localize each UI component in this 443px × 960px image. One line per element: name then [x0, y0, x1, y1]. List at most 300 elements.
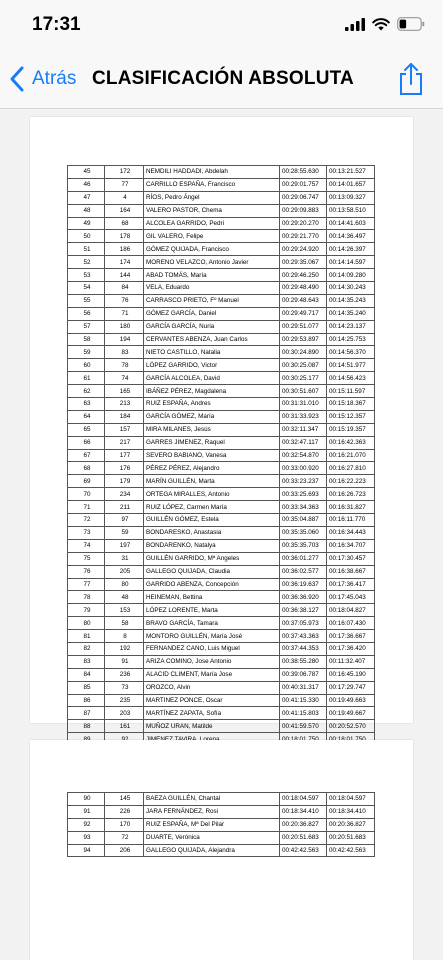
position-cell: 64 — [68, 410, 105, 423]
position-cell: 61 — [68, 372, 105, 385]
table-row — [68, 217, 375, 230]
table-row — [68, 178, 375, 191]
table-row — [68, 359, 375, 372]
bib-number-cell: 184 — [105, 410, 144, 423]
time-cell: 00:29:48.490 — [280, 282, 327, 295]
table-row — [68, 191, 375, 204]
runner-name-cell: BONDARENKO, Natalya — [144, 539, 280, 552]
time-cell: 00:33:23.237 — [280, 475, 327, 488]
split-time-cell: 00:17:29.747 — [327, 681, 375, 694]
runner-name-cell: GARCÍA ALCOLEA, David — [144, 372, 280, 385]
position-cell: 71 — [68, 501, 105, 514]
time-cell: 00:33:25.693 — [280, 488, 327, 501]
table-row — [68, 844, 375, 857]
position-cell: 65 — [68, 423, 105, 436]
runner-name-cell: MIRA MILANES, Jesús — [144, 423, 280, 436]
bib-number-cell: 58 — [105, 617, 144, 630]
split-time-cell: 00:14:56.423 — [327, 372, 375, 385]
bib-number-cell: 77 — [105, 178, 144, 191]
table-row — [68, 269, 375, 282]
table-row — [68, 793, 375, 806]
bib-number-cell: 4 — [105, 191, 144, 204]
position-cell: 63 — [68, 398, 105, 411]
position-cell: 60 — [68, 359, 105, 372]
split-time-cell: 00:19:49.663 — [327, 694, 375, 707]
split-time-cell: 00:18:04.597 — [327, 793, 375, 806]
table-row — [68, 475, 375, 488]
runner-name-cell: MARTÍNEZ ZAPATA, Sofía — [144, 707, 280, 720]
split-time-cell: 00:16:07.430 — [327, 617, 375, 630]
position-cell: 54 — [68, 282, 105, 295]
split-time-cell: 00:42:42.563 — [327, 844, 375, 857]
table-row — [68, 642, 375, 655]
share-icon[interactable] — [397, 62, 425, 96]
runner-name-cell: DUARTE, Verónica — [144, 831, 280, 844]
runner-name-cell: MONTORO GUILLÉN, María José — [144, 630, 280, 643]
table-row — [68, 204, 375, 217]
table-row — [68, 243, 375, 256]
table-row — [68, 294, 375, 307]
split-time-cell: 00:20:51.683 — [327, 831, 375, 844]
time-cell: 00:29:53.897 — [280, 333, 327, 346]
split-time-cell: 00:19:49.667 — [327, 707, 375, 720]
position-cell: 69 — [68, 475, 105, 488]
table-row — [68, 552, 375, 565]
bib-number-cell: 206 — [105, 844, 144, 857]
time-cell: 00:29:09.883 — [280, 204, 327, 217]
bib-number-cell: 234 — [105, 488, 144, 501]
position-cell: 56 — [68, 307, 105, 320]
position-cell: 62 — [68, 385, 105, 398]
bib-number-cell: 186 — [105, 243, 144, 256]
bib-number-cell: 157 — [105, 423, 144, 436]
bib-number-cell: 144 — [105, 269, 144, 282]
bib-number-cell: 8 — [105, 630, 144, 643]
runner-name-cell: VALERO PASTOR, Chema — [144, 204, 280, 217]
position-cell: 85 — [68, 681, 105, 694]
table-row — [68, 604, 375, 617]
table-row — [68, 398, 375, 411]
table-row — [68, 436, 375, 449]
runner-name-cell: MARÍN GUILLÉN, Marta — [144, 475, 280, 488]
bib-number-cell: 165 — [105, 385, 144, 398]
split-time-cell: 00:14:23.137 — [327, 320, 375, 333]
runner-name-cell: GARRIDO ABENZA, Concepción — [144, 578, 280, 591]
runner-name-cell: ALACID CLIMENT, María Jose — [144, 668, 280, 681]
position-cell: 82 — [68, 642, 105, 655]
runner-name-cell: ARIZA COMINO, Jose Antonio — [144, 655, 280, 668]
table-row — [68, 681, 375, 694]
split-time-cell: 00:14:26.397 — [327, 243, 375, 256]
split-time-cell: 00:14:51.977 — [327, 359, 375, 372]
split-time-cell: 00:14:35.240 — [327, 307, 375, 320]
time-cell: 00:33:34.363 — [280, 501, 327, 514]
navigation-bar — [0, 52, 443, 109]
time-cell: 00:37:43.363 — [280, 630, 327, 643]
document-page-2 — [30, 740, 413, 960]
table-row — [68, 526, 375, 539]
runner-name-cell: MUÑOZ URAN, Matilde — [144, 720, 280, 733]
time-cell: 00:36:19.637 — [280, 578, 327, 591]
time-cell: 00:30:25.087 — [280, 359, 327, 372]
time-cell: 00:29:24.920 — [280, 243, 327, 256]
battery-icon — [397, 17, 425, 31]
position-cell: 92 — [68, 818, 105, 831]
table-row — [68, 410, 375, 423]
runner-name-cell: RUIZ ESPAÑA, Andres — [144, 398, 280, 411]
back-button[interactable] — [8, 64, 76, 94]
table-row — [68, 818, 375, 831]
time-cell: 00:35:35.703 — [280, 539, 327, 552]
split-time-cell: 00:16:31.827 — [327, 501, 375, 514]
runner-name-cell: ORTEGA MIRALLES, Antonio — [144, 488, 280, 501]
position-cell: 45 — [68, 166, 105, 179]
table-row — [68, 668, 375, 681]
time-cell: 00:29:51.077 — [280, 320, 327, 333]
time-cell: 00:18:04.597 — [280, 793, 327, 806]
position-cell: 94 — [68, 844, 105, 857]
bib-number-cell: 153 — [105, 604, 144, 617]
split-time-cell: 00:16:26.723 — [327, 488, 375, 501]
runner-name-cell: RÍOS, Pedro Ángel — [144, 191, 280, 204]
bib-number-cell: 236 — [105, 668, 144, 681]
position-cell: 57 — [68, 320, 105, 333]
time-cell: 00:31:31.010 — [280, 398, 327, 411]
position-cell: 91 — [68, 805, 105, 818]
runner-name-cell: PÉREZ PÉREZ, Alejandro — [144, 462, 280, 475]
table-row — [68, 578, 375, 591]
time-cell: 00:32:54.870 — [280, 449, 327, 462]
bib-number-cell: 235 — [105, 694, 144, 707]
position-cell: 67 — [68, 449, 105, 462]
split-time-cell: 00:14:41.603 — [327, 217, 375, 230]
position-cell: 77 — [68, 578, 105, 591]
table-row — [68, 230, 375, 243]
table-row — [68, 385, 375, 398]
results-table-page-1 — [67, 165, 375, 746]
time-cell: 00:32:11.347 — [280, 423, 327, 436]
split-time-cell: 00:13:58.510 — [327, 204, 375, 217]
runner-name-cell: OROZCO, Alvin — [144, 681, 280, 694]
split-time-cell: 00:16:38.667 — [327, 565, 375, 578]
runner-name-cell: GARRES JIMENEZ, Raquel — [144, 436, 280, 449]
table-row — [68, 617, 375, 630]
runner-name-cell: NEMDILI HADDADI, Abdelah — [144, 166, 280, 179]
time-cell: 00:30:24.890 — [280, 346, 327, 359]
bib-number-cell: 59 — [105, 526, 144, 539]
split-time-cell: 00:14:09.280 — [327, 269, 375, 282]
position-cell: 87 — [68, 707, 105, 720]
chevron-left-icon — [8, 64, 28, 94]
bib-number-cell: 197 — [105, 539, 144, 552]
time-cell: 00:41:15.330 — [280, 694, 327, 707]
bib-number-cell: 48 — [105, 591, 144, 604]
wifi-icon — [372, 18, 390, 31]
bib-number-cell: 176 — [105, 462, 144, 475]
position-cell: 59 — [68, 346, 105, 359]
split-time-cell: 00:14:35.243 — [327, 294, 375, 307]
time-cell: 00:40:31.317 — [280, 681, 327, 694]
bib-number-cell: 91 — [105, 655, 144, 668]
split-time-cell: 00:13:09.327 — [327, 191, 375, 204]
position-cell: 93 — [68, 831, 105, 844]
position-cell: 78 — [68, 591, 105, 604]
bib-number-cell: 178 — [105, 230, 144, 243]
back-label: Atrás — [32, 68, 77, 89]
position-cell: 53 — [68, 269, 105, 282]
status-time: 17:31 — [32, 14, 81, 35]
runner-name-cell: RUIZ ESPAÑA, Mª Del Pilar — [144, 818, 280, 831]
table-row — [68, 720, 375, 733]
time-cell: 00:29:21.770 — [280, 230, 327, 243]
split-time-cell: 00:16:34.443 — [327, 526, 375, 539]
runner-name-cell: GUILLÉN GARRIDO, Mª Angeles — [144, 552, 280, 565]
table-row — [68, 166, 375, 179]
bib-number-cell: 97 — [105, 514, 144, 527]
time-cell: 00:35:04.887 — [280, 514, 327, 527]
runner-name-cell: GIL VALERO, Felipe — [144, 230, 280, 243]
position-cell: 48 — [68, 204, 105, 217]
bib-number-cell: 226 — [105, 805, 144, 818]
bib-number-cell: 203 — [105, 707, 144, 720]
bib-number-cell: 83 — [105, 346, 144, 359]
table-row — [68, 655, 375, 668]
table-row — [68, 462, 375, 475]
runner-name-cell: CERVANTES ABENZA, Juan Carlos — [144, 333, 280, 346]
table-row — [68, 488, 375, 501]
bib-number-cell: 68 — [105, 217, 144, 230]
bib-number-cell: 72 — [105, 831, 144, 844]
runner-name-cell: BONDARESKO, Anastasia — [144, 526, 280, 539]
position-cell: 80 — [68, 617, 105, 630]
time-cell: 00:41:15.803 — [280, 707, 327, 720]
time-cell: 00:29:49.717 — [280, 307, 327, 320]
runner-name-cell: BRAVO GARCÍA, Tamara — [144, 617, 280, 630]
position-cell: 72 — [68, 514, 105, 527]
table-row — [68, 694, 375, 707]
time-cell: 00:35:35.060 — [280, 526, 327, 539]
position-cell: 55 — [68, 294, 105, 307]
position-cell: 73 — [68, 526, 105, 539]
position-cell: 47 — [68, 191, 105, 204]
time-cell: 00:37:44.353 — [280, 642, 327, 655]
table-row — [68, 320, 375, 333]
runner-name-cell: GALLEGO QUIJADA, Alejandra — [144, 844, 280, 857]
table-row — [68, 805, 375, 818]
table-row — [68, 423, 375, 436]
runner-name-cell: LÓPEZ LORENTE, Marta — [144, 604, 280, 617]
split-time-cell: 00:16:21.070 — [327, 449, 375, 462]
time-cell: 00:42:42.563 — [280, 844, 327, 857]
document-page-1 — [30, 117, 413, 730]
table-row — [68, 630, 375, 643]
split-time-cell: 00:15:11.597 — [327, 385, 375, 398]
bib-number-cell: 84 — [105, 282, 144, 295]
time-cell: 00:33:00.920 — [280, 462, 327, 475]
position-cell: 88 — [68, 720, 105, 733]
table-row — [68, 831, 375, 844]
bib-number-cell: 71 — [105, 307, 144, 320]
position-cell: 70 — [68, 488, 105, 501]
split-time-cell: 00:14:30.243 — [327, 282, 375, 295]
split-time-cell: 00:15:18.367 — [327, 398, 375, 411]
time-cell: 00:31:33.923 — [280, 410, 327, 423]
position-cell: 81 — [68, 630, 105, 643]
time-cell: 00:36:01.277 — [280, 552, 327, 565]
results-table-page-2 — [67, 792, 375, 857]
split-time-cell: 00:16:42.363 — [327, 436, 375, 449]
position-cell: 52 — [68, 256, 105, 269]
runner-name-cell: GARCÍA GÓMEZ, María — [144, 410, 280, 423]
bib-number-cell: 74 — [105, 372, 144, 385]
bib-number-cell: 194 — [105, 333, 144, 346]
position-cell: 66 — [68, 436, 105, 449]
position-cell: 49 — [68, 217, 105, 230]
time-cell: 00:29:46.250 — [280, 269, 327, 282]
table-row — [68, 539, 375, 552]
split-time-cell: 00:17:45.043 — [327, 591, 375, 604]
position-cell: 84 — [68, 668, 105, 681]
time-cell: 00:39:06.787 — [280, 668, 327, 681]
bib-number-cell: 174 — [105, 256, 144, 269]
time-cell: 00:29:20.270 — [280, 217, 327, 230]
status-icons — [345, 17, 425, 31]
bib-number-cell: 172 — [105, 166, 144, 179]
position-cell: 79 — [68, 604, 105, 617]
table-row — [68, 449, 375, 462]
position-cell: 83 — [68, 655, 105, 668]
runner-name-cell: JARA FERNÁNDEZ, Rosi — [144, 805, 280, 818]
table-row — [68, 565, 375, 578]
runner-name-cell: CARRILLO ESPAÑA, Francisco — [144, 178, 280, 191]
bib-number-cell: 145 — [105, 793, 144, 806]
bib-number-cell: 31 — [105, 552, 144, 565]
page-title: CLASIFICACIÓN ABSOLUTA — [92, 68, 354, 89]
runner-name-cell: RUIZ LÓPEZ, Carmen María — [144, 501, 280, 514]
table-row — [68, 707, 375, 720]
bib-number-cell: 164 — [105, 204, 144, 217]
runner-name-cell: GÓMEZ QUIJADA, Francisco — [144, 243, 280, 256]
time-cell: 00:29:48.643 — [280, 294, 327, 307]
runner-name-cell: ABAD TOMÁS, María — [144, 269, 280, 282]
split-time-cell: 00:14:14.597 — [327, 256, 375, 269]
position-cell: 76 — [68, 565, 105, 578]
time-cell: 00:36:02.577 — [280, 565, 327, 578]
runner-name-cell: IBÁÑEZ PÉREZ, Magdalena — [144, 385, 280, 398]
status-bar — [0, 0, 443, 52]
split-time-cell: 00:17:36.420 — [327, 642, 375, 655]
runner-name-cell: GALLEGO QUIJADA, Claudia — [144, 565, 280, 578]
split-time-cell: 00:20:52.570 — [327, 720, 375, 733]
runner-name-cell: FERNANDEZ CANO, Luis Miguel — [144, 642, 280, 655]
runner-name-cell: VELA, Eduardo — [144, 282, 280, 295]
position-cell: 86 — [68, 694, 105, 707]
position-cell: 46 — [68, 178, 105, 191]
runner-name-cell: MORENO VELAZCO, Antonio Javier — [144, 256, 280, 269]
table-row — [68, 501, 375, 514]
time-cell: 00:38:55.280 — [280, 655, 327, 668]
time-cell: 00:18:34.410 — [280, 805, 327, 818]
bib-number-cell: 78 — [105, 359, 144, 372]
runner-name-cell: CARRASCO PRIETO, Fº Manuel — [144, 294, 280, 307]
table-row — [68, 256, 375, 269]
time-cell: 00:29:35.067 — [280, 256, 327, 269]
bib-number-cell: 192 — [105, 642, 144, 655]
time-cell: 00:30:25.177 — [280, 372, 327, 385]
position-cell: 51 — [68, 243, 105, 256]
runner-name-cell: GUILLÉN GÓMEZ, Estela — [144, 514, 280, 527]
position-cell: 74 — [68, 539, 105, 552]
table-row — [68, 346, 375, 359]
runner-name-cell: GÓMEZ GARCÍA, Daniel — [144, 307, 280, 320]
bib-number-cell: 170 — [105, 818, 144, 831]
split-time-cell: 00:16:45.190 — [327, 668, 375, 681]
time-cell: 00:36:38.127 — [280, 604, 327, 617]
runner-name-cell: MARTINEZ PONCE, Oscar — [144, 694, 280, 707]
runner-name-cell: SEVERO BABIANO, Vanesa — [144, 449, 280, 462]
table-row — [68, 514, 375, 527]
position-cell: 68 — [68, 462, 105, 475]
split-time-cell: 00:18:34.410 — [327, 805, 375, 818]
split-time-cell: 00:15:12.357 — [327, 410, 375, 423]
position-cell: 58 — [68, 333, 105, 346]
split-time-cell: 00:16:34.707 — [327, 539, 375, 552]
time-cell: 00:36:36.920 — [280, 591, 327, 604]
bib-number-cell: 179 — [105, 475, 144, 488]
table-row — [68, 372, 375, 385]
runner-name-cell: NIETO CASTILLO, Natalia — [144, 346, 280, 359]
split-time-cell: 00:16:11.770 — [327, 514, 375, 527]
bib-number-cell: 217 — [105, 436, 144, 449]
split-time-cell: 00:14:56.370 — [327, 346, 375, 359]
split-time-cell: 00:16:22.223 — [327, 475, 375, 488]
time-cell: 00:29:01.757 — [280, 178, 327, 191]
table-row — [68, 307, 375, 320]
bib-number-cell: 177 — [105, 449, 144, 462]
split-time-cell: 00:16:27.810 — [327, 462, 375, 475]
split-time-cell: 00:20:36.827 — [327, 818, 375, 831]
runner-name-cell: ALCOLEA GARRIDO, Pedri — [144, 217, 280, 230]
runner-name-cell: HEINEMAN, Bettina — [144, 591, 280, 604]
time-cell: 00:29:06.747 — [280, 191, 327, 204]
signal-icon — [345, 18, 365, 31]
split-time-cell: 00:14:25.753 — [327, 333, 375, 346]
split-time-cell: 00:17:30.457 — [327, 552, 375, 565]
table-row — [68, 591, 375, 604]
split-time-cell: 00:14:01.657 — [327, 178, 375, 191]
split-time-cell: 00:17:36.417 — [327, 578, 375, 591]
position-cell: 90 — [68, 793, 105, 806]
split-time-cell: 00:13:21.527 — [327, 166, 375, 179]
runner-name-cell: LÓPEZ GARRIDO, Victor — [144, 359, 280, 372]
table-row — [68, 282, 375, 295]
bib-number-cell: 76 — [105, 294, 144, 307]
bib-number-cell: 205 — [105, 565, 144, 578]
split-time-cell: 00:11:32.407 — [327, 655, 375, 668]
table-row — [68, 333, 375, 346]
bib-number-cell: 211 — [105, 501, 144, 514]
runner-name-cell: BAEZA GUILLÉN, Chantal — [144, 793, 280, 806]
time-cell: 00:28:55.630 — [280, 166, 327, 179]
split-time-cell: 00:15:19.357 — [327, 423, 375, 436]
bib-number-cell: 73 — [105, 681, 144, 694]
position-cell: 75 — [68, 552, 105, 565]
split-time-cell: 00:14:36.497 — [327, 230, 375, 243]
time-cell: 00:30:51.607 — [280, 385, 327, 398]
bib-number-cell: 180 — [105, 320, 144, 333]
time-cell: 00:41:59.570 — [280, 720, 327, 733]
time-cell: 00:20:36.827 — [280, 818, 327, 831]
